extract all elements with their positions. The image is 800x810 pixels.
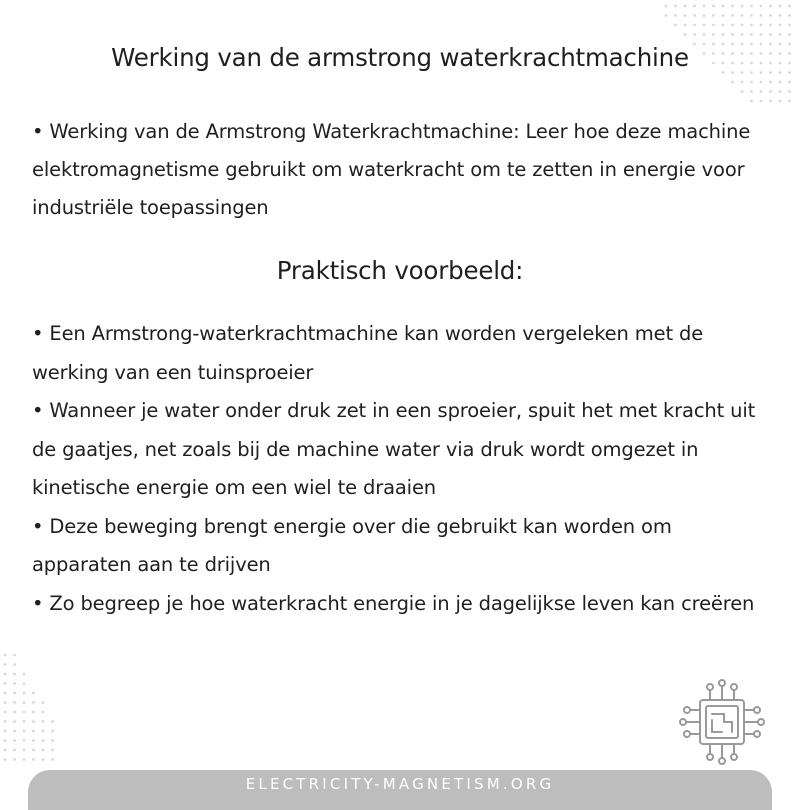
intro-paragraph: • Werking van de Armstrong Waterkrachtmachine: Leer hoe deze machine elektromagnetisme gebruikt om waterkracht om te zetten in energie voor industriële toepassingen — [32, 120, 751, 219]
footer-site-label: ELECTRICITY-MAGNETISM.ORG — [245, 775, 555, 793]
list-item: • Zo begreep je hoe waterkracht energie in je dagelijkse leven kan creëren — [32, 591, 755, 615]
list-item: • Deze beweging brengt energie over die gebruikt kan worden om apparaten aan te drijven — [32, 514, 672, 576]
list-item: • Wanneer je water onder druk zet in een sproeier, spuit het met kracht uit de gaatjes, net zoals bij de machine water via druk wordt omgezet in kinetische energie om een wiel te draaien — [32, 399, 756, 499]
circuit-chip-icon — [674, 674, 770, 770]
page-title: Werking van de armstrong waterkrachtmachine — [111, 43, 689, 72]
section-subtitle: Praktisch voorbeeld: — [276, 256, 524, 285]
dot-pattern-bottom-icon — [0, 650, 60, 770]
example-list — [32, 315, 772, 623]
list-item: • Een Armstrong-waterkrachtmachine kan worden vergeleken met de werking van een tuinsproeier — [32, 322, 704, 384]
